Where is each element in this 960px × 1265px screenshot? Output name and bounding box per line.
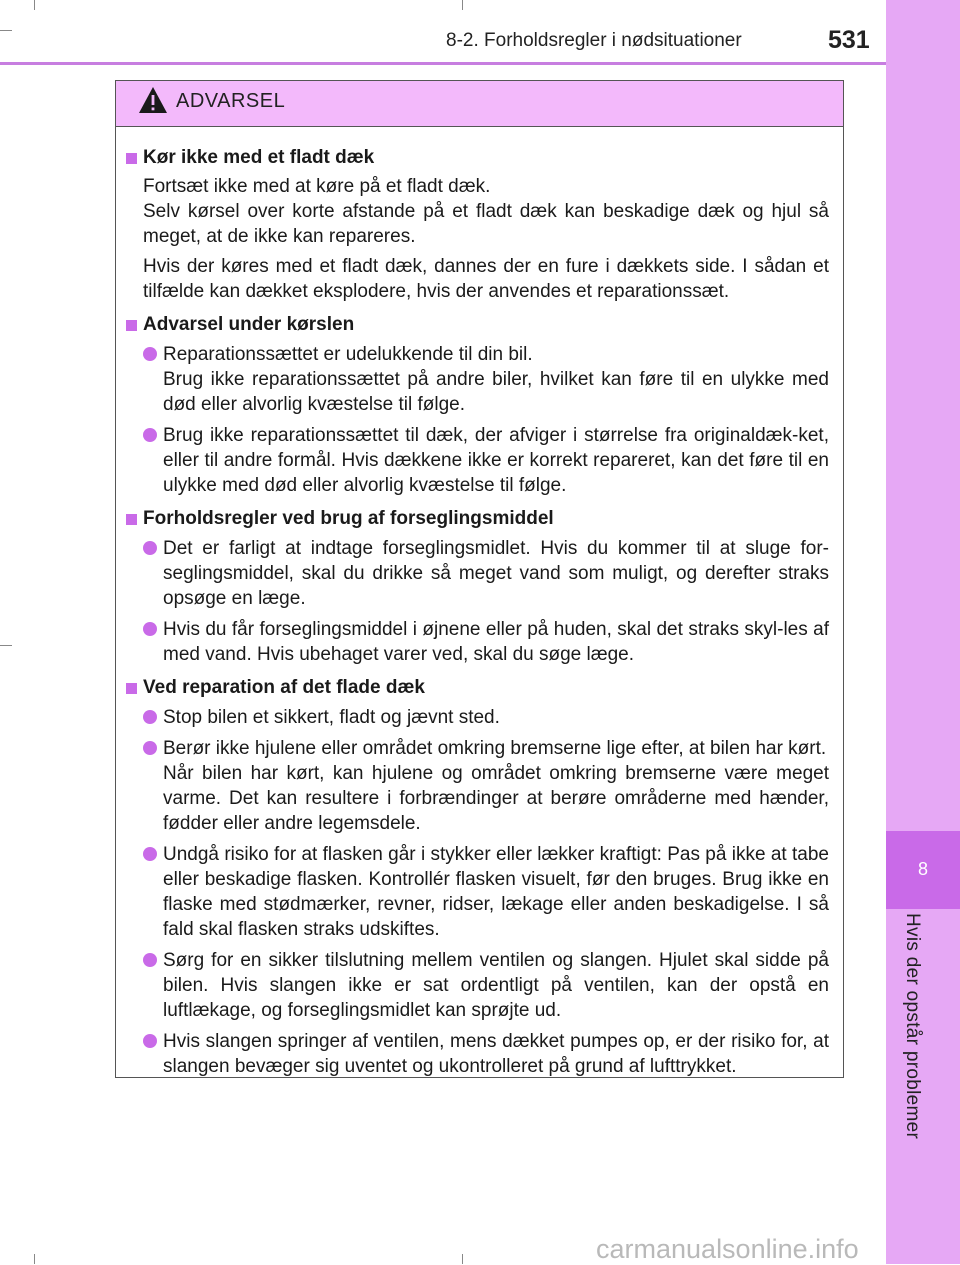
warning-label: ADVARSEL [176,90,286,112]
paragraph: Hvis der køres med et fladt dæk, dannes der en fure i dækkets side. I sådan et tilfælde kan dækket eksplodere, hvis der anvendes et reparationssæt. [143,256,829,302]
square-bullet-icon [126,153,137,164]
warning-body [116,127,843,1079]
section-heading: Kør ikke med et fladt dæk [126,145,829,171]
paragraph: Fortsæt ikke med at køre på et fladt dæk. Selv kørsel over korte afstande på et fladt dæk kan beskadige dæk og hjul så meget, at de ikke kan repareres. [143,176,829,247]
page-number: 531 [828,26,870,54]
header-title: 8-2. Forholdsregler i nødsituationer [446,30,742,51]
crop-mark [34,0,35,10]
list-item: Det er farligt at indtage forseglingsmidlet. Hvis du kommer til at sluge for-seglingsmiddel, skal du drikke så meget vand som muligt, og derefter straks opsøge en læge. [143,536,829,611]
warning-header [116,81,843,127]
list-item: Brug ikke reparationssættet til dæk, der afviger i størrelse fra originaldæk-ket, eller til andre formål. Hvis dækkene ikke er korrekt repareret, kan det føre til en ulykke med død eller alvorlig kvæstelse til følge. [143,423,829,498]
warning-box [115,80,844,1078]
list-item: Hvis du får forseglingsmiddel i øjnene eller på huden, skal det straks skyl-les af med vand. Hvis ubehaget varer ved, skal du søge læge. [143,617,829,667]
section-heading: Advarsel under kørslen [126,312,829,338]
header-divider [0,62,886,65]
bullet-dot-icon [143,1034,157,1048]
square-bullet-icon [126,514,137,525]
crop-mark [462,1254,463,1264]
crop-mark [34,1254,35,1264]
bullet-dot-icon [143,953,157,967]
list-item: Stop bilen et sikkert, fladt og jævnt sted. [143,705,829,730]
bullet-dot-icon [143,347,157,361]
list-item: Sørg for en sikker tilslutning mellem ventilen og slangen. Hjulet skal sidde på bilen. Hvis slangen ikke er sat ordentligt på ventilen, kan der opstå en luftlækage, og forseglingsmidlet kan sprøjte ud. [143,948,829,1023]
crop-mark [462,0,463,10]
square-bullet-icon [126,320,137,331]
square-bullet-icon [126,683,137,694]
section-sealant-precautions [126,506,829,667]
chapter-title: Hvis der opstår problemer [902,913,923,1140]
warning-triangle-icon [138,86,168,119]
section-driving-warning [126,312,829,498]
section-heading: Forholdsregler ved brug af forseglingsmiddel [126,506,829,532]
bullet-dot-icon [143,847,157,861]
bullet-dot-icon [143,428,157,442]
list-item: Berør ikke hjulene eller området omkring bremserne lige efter, at bilen har kørt. Når bilen har kørt, kan hjulene og området omkring bremserne være meget varme. Det kan resultere i forbrændinger at berøre områderne med hænder, fødder eller andre legemsdele. [143,736,829,836]
section-repairing-tire [126,675,829,1079]
list-item: Reparationssættet er udelukkende til din bil. Brug ikke reparationssættet på andre biler, hvilket kan føre til en ulykke med død eller alvorlig kvæstelse til følge. [143,342,829,417]
list-item: Hvis slangen springer af ventilen, mens dækket pumpes op, er der risiko for, at slangen bevæger sig uventet og ukontrolleret på grund af lufttrykket. [143,1029,829,1079]
bullet-dot-icon [143,710,157,724]
watermark: carmanualsonline.info [596,1234,859,1264]
crop-mark [0,30,12,31]
bullet-dot-icon [143,741,157,755]
bullet-dot-icon [143,622,157,636]
list-item: Undgå risiko for at flasken går i stykker eller lækker kraftigt: Pas på ikke at tabe eller beskadige flasken. Kontrollér flasken visuelt, før den bruges. Brug ikke en flaske med stødmærker, revner, ridser, lækage eller anden beskadigelse. I så fald skal flasken straks udskiftes. [143,842,829,942]
section-heading: Ved reparation af det flade dæk [126,675,829,701]
chapter-number: 8 [917,859,928,879]
crop-mark [0,645,12,646]
section-flat-tire [126,145,829,304]
chapter-marker [886,831,960,909]
bullet-dot-icon [143,541,157,555]
